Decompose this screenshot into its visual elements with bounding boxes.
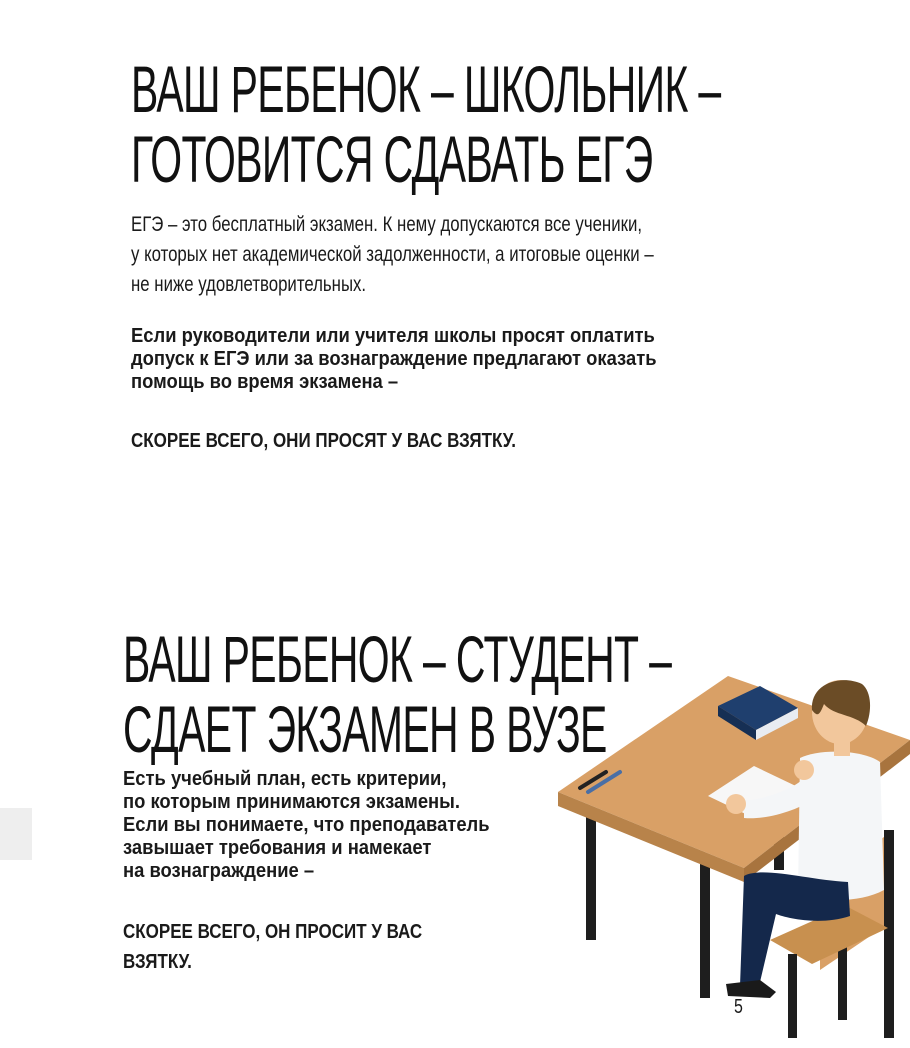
page-number-text: 5 [734,996,743,1018]
student-hand [726,794,746,814]
heading-school-line-1: ВАШ РЕБЕНОК – ШКОЛЬНИК – [131,52,721,127]
student-conclusion-line: СКОРЕЕ ВСЕГО, ОН ПРОСИТ У ВАС [123,921,423,943]
desk-leg [700,860,710,998]
school-warning-paragraph [131,325,702,394]
school-conclusion-text: СКОРЕЕ ВСЕГО, ОНИ ПРОСЯТ У ВАС ВЗЯТКУ. [131,430,516,452]
student-warning-line: на вознаграждение – [123,860,315,882]
page-edge-tab [0,808,32,860]
student-hand [794,760,814,780]
school-body-line: у которых нет академической задолженности, а итоговые оценки – [131,243,654,266]
heading-school [131,52,910,197]
student-warning-line: Если вы понимаете, что преподаватель [123,814,490,836]
student-warning-line: завышает требования и намекает [123,837,432,859]
student-conclusion-line: ВЗЯТКУ. [123,951,192,973]
student-at-desk-illustration [548,670,910,1048]
heading-student-line-2: СДАЕТ ЭКЗАМЕН В ВУЗЕ [123,692,607,767]
school-warning-line: помощь во время экзамена – [131,371,399,393]
school-body-line: не ниже удовлетворительных. [131,273,367,296]
school-warning-line: допуск к ЕГЭ или за вознаграждение предлагают оказать [131,348,657,370]
chair-leg [788,954,797,1038]
school-body-paragraph [131,210,851,300]
heading-school-line-2: ГОТОВИТСЯ СДАВАТЬ ЕГЭ [131,122,653,197]
page-number [734,996,745,1019]
chair-leg [884,830,894,1038]
student-warning-paragraph [123,768,521,883]
desk-leg [586,810,596,940]
school-warning-line: Если руководители или учителя школы просят оплатить [131,325,655,347]
school-body-line: ЕГЭ – это бесплатный экзамен. К нему допускаются все ученики, [131,213,642,236]
student-conclusion [123,917,475,977]
student-warning-line: по которым принимаются экзамены. [123,791,460,813]
student-warning-line: Есть учебный план, есть критерии, [123,768,447,790]
school-conclusion [131,426,584,456]
heading-student-line-1: ВАШ РЕБЕНОК – СТУДЕНТ – [123,622,672,697]
